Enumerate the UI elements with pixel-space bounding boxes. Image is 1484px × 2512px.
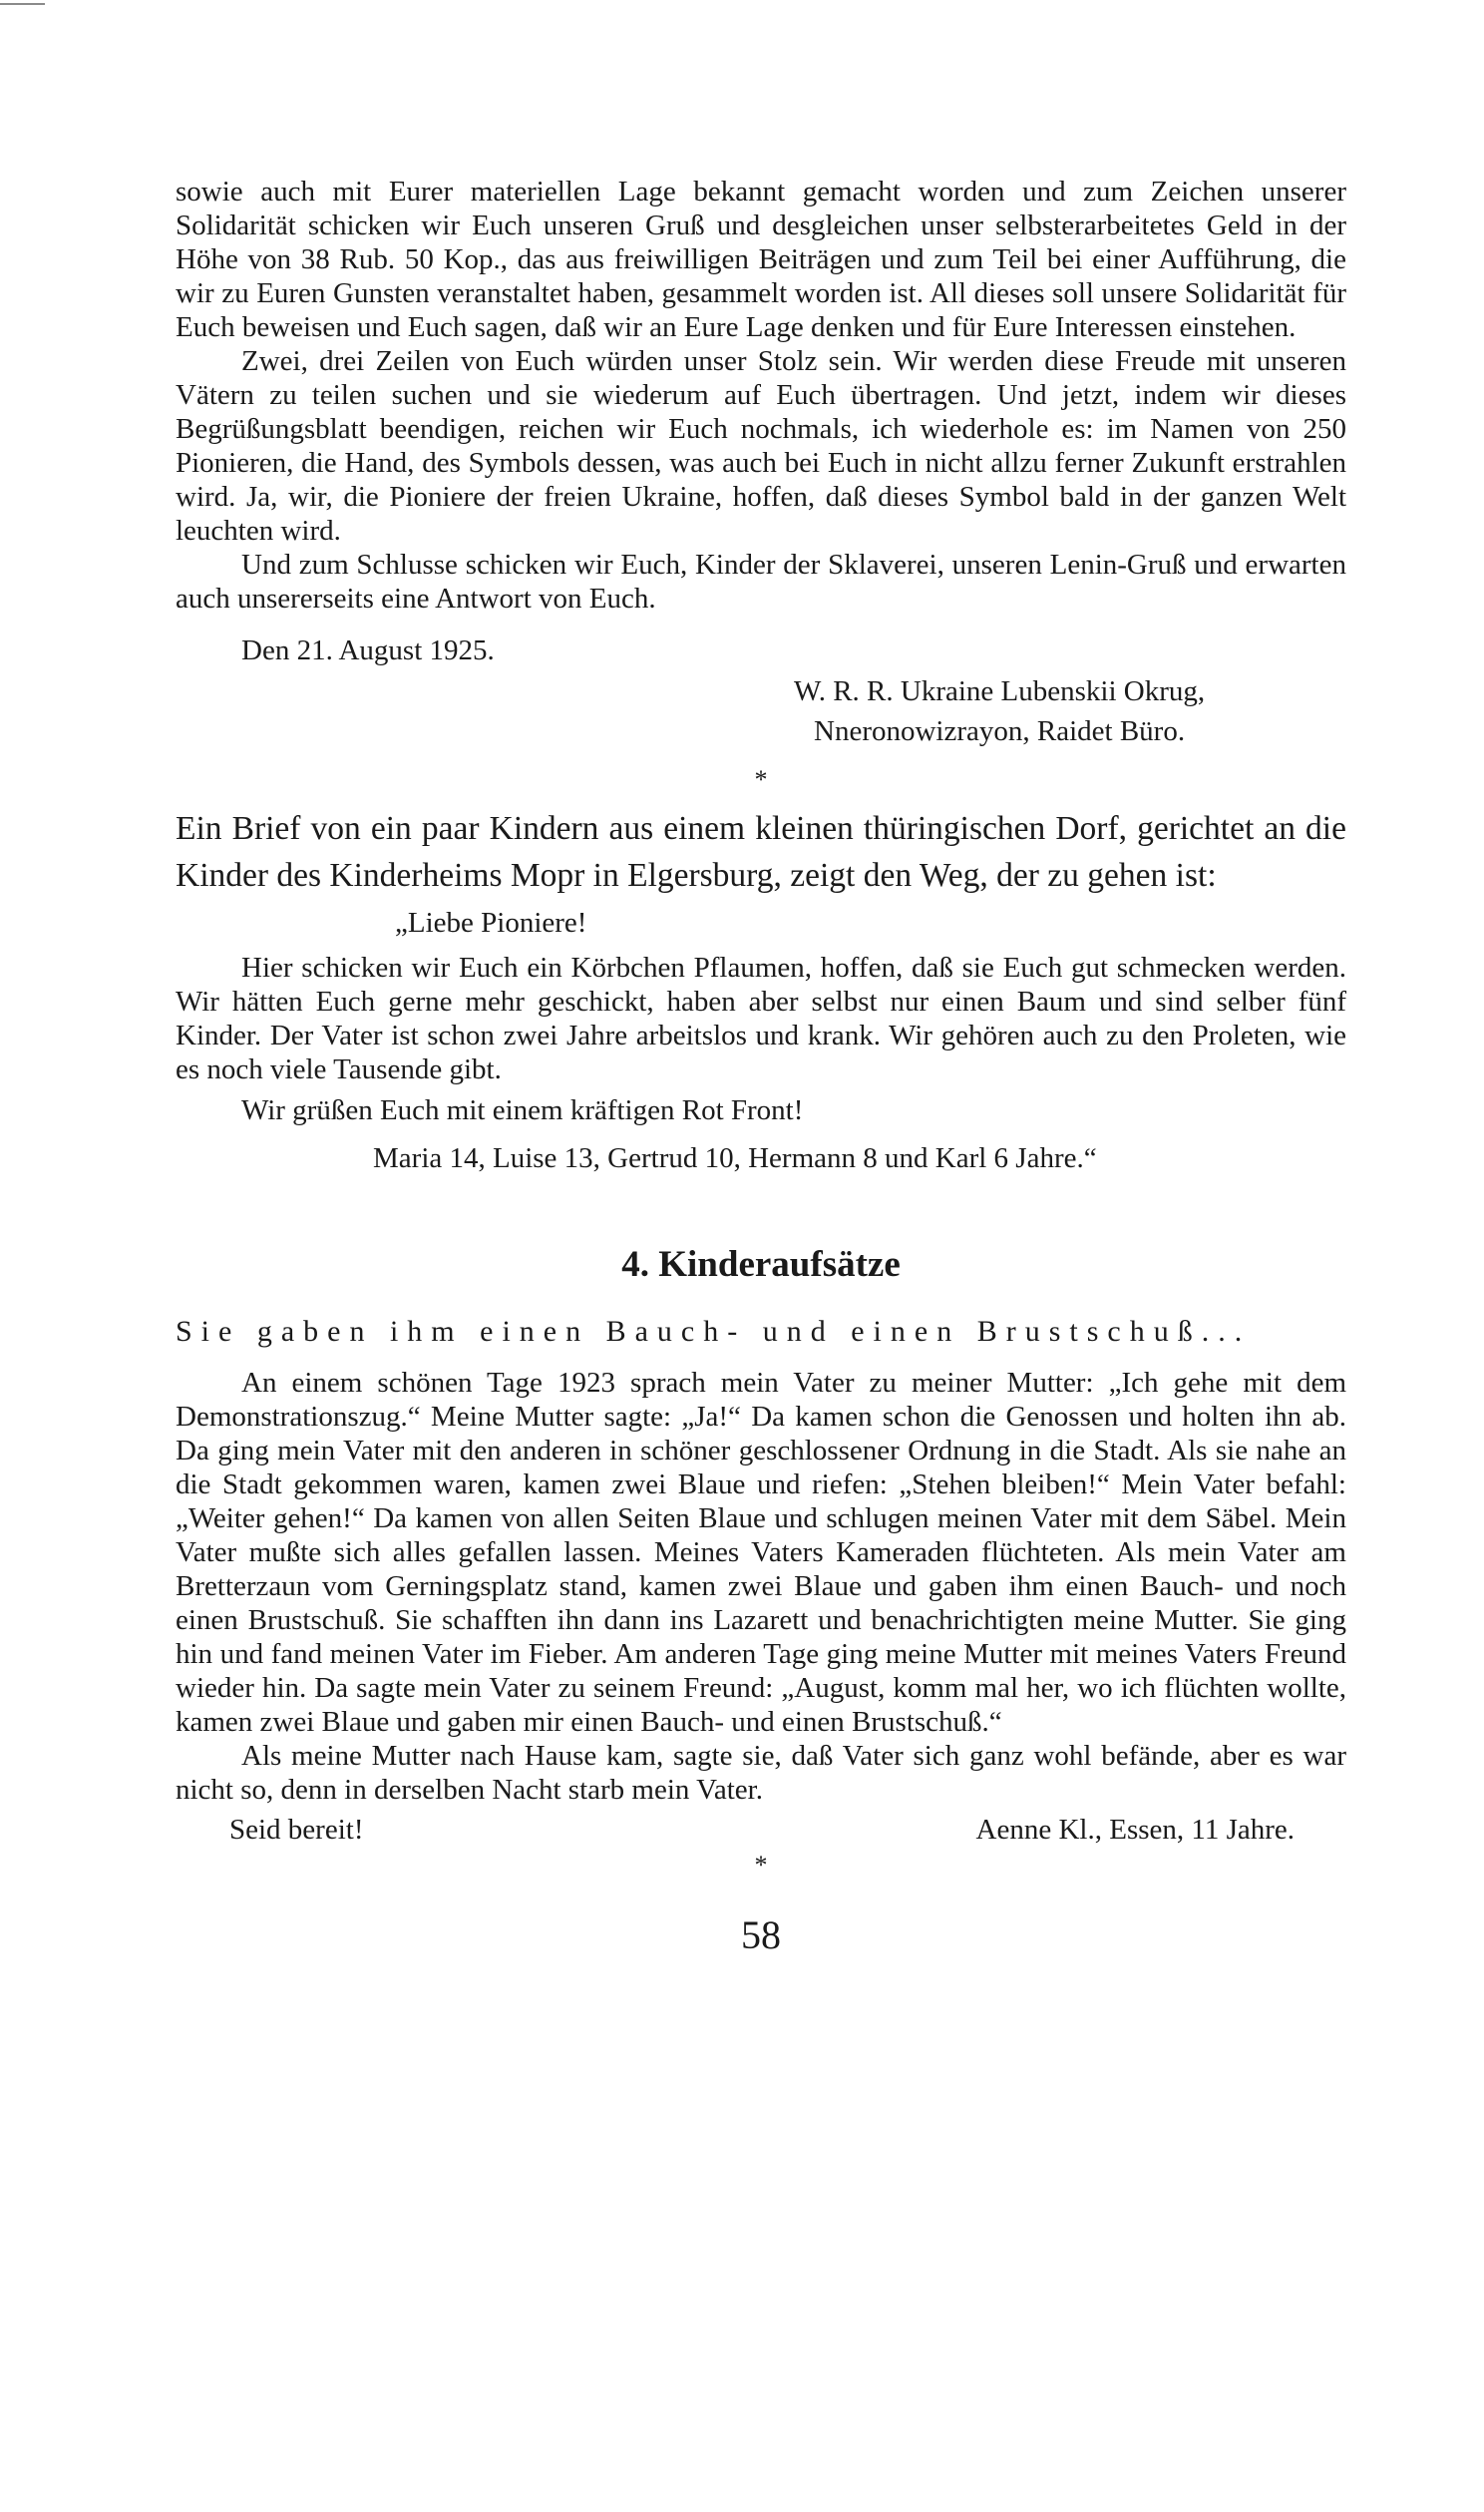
intro-paragraph: Ein Brief von ein paar Kindern aus einem kleinen thüringischen Dorf, gerichtet an die Kinder des Kinderheims Mopr in Elgersburg, zeigt den Weg, der zu gehen ist: [176,810,1346,894]
essay-closing-row [176,1813,1346,1847]
essay-author: Aenne Kl., Essen, 11 Jahre. [975,1814,1295,1846]
paragraph: Hier schicken wir Euch ein Körbchen Pflaumen, hoffen, daß sie Euch gut schmecken werden. Wir hätten Euch gerne mehr geschickt, haben aber selbst nur einen Baum und sind selber fünf Kinder. Der Vater ist schon zwei Jahre arbeitslos und krank. Wir gehören auch zu den Proleten, wie es noch viele Tausende gibt. [176,952,1346,1085]
letter-greeting: „Liebe Pioniere! [395,907,587,939]
paragraph: An einem schönen Tage 1923 sprach mein Vater zu meiner Mutter: „Ich gehe mit dem Demonstrationszug.“ Meine Mutter sagte: „Ja!“ Da kamen schon die Genossen und holten ihn ab. Da ging mein Vater mit den anderen in schöner geschlossener Ordnung in die Stadt. Als sie nahe an die Stadt gekommen waren, kamen zwei Blaue und riefen: „Stehen bleiben!“ Mein Vater befahl: „Weiter gehen!“ Da kamen von allen Seiten Blaue und schlugen meinen Vater mit dem Säbel. Mein Vater mußte sich alles gefallen lassen. Meines Vaters Kameraden flüchteten. Als mein Vater am Bretterzaun vom Gerningsplatz stand, kamen zwei Blaue und gaben ihm einen Bauch- und noch einen Brustschuß. Sie schafften ihn dann ins Lazarett und benachrichtigten meine Mutter. Sie ging hin und fand meinen Vater im Fieber. Am anderen Tage ging meine Mutter mit meines Vaters Freund wieder hin. Da sagte mein Vater zu seinem Freund: „August, komm mal her, wo ich flüchten wollte, kamen zwei Blaue und gaben mir einen Bauch- und einen Brustschuß.“ [176,1367,1346,1738]
top-rule [0,3,45,5]
letter-ukraine [176,175,1346,751]
paragraph: sowie auch mit Eurer materiellen Lage bekannt gemacht worden und zum Zeichen unserer Solidarität schicken wir Euch unseren Gruß und desgleichen unser selbsterarbeitetes Geld in der Höhe von 38 Rub. 50 Kop., das aus freiwilligen Beiträgen und zum Teil bei einer Aufführung, die wir zu Euren Gunsten veranstaltet haben, gesammelt worden ist. All dieses soll unsere Solidarität für Euch beweisen und Euch sagen, daß wir an Eure Lage denken und für Eure Interessen einstehen. [176,176,1346,343]
section-heading: 4. Kinderaufsätze [621,1244,901,1285]
essay-body [176,1366,1346,1847]
letter-thuringia [176,903,1346,1178]
letter-closing: Wir grüßen Euch mit einem kräftigen Rot Front! [241,1094,804,1126]
paragraph: Als meine Mutter nach Hause kam, sagte sie, daß Vater sich ganz wohl befände, aber es war nicht so, denn in derselben Nacht starb mein Vater. [176,1740,1346,1806]
book-page [176,175,1346,1960]
section-intro [176,805,1346,899]
signature-line: W. R. R. Ukraine Lubenskii Okrug, [794,675,1206,707]
letter-signature: Maria 14, Luise 13, Gertrud 10, Hermann 8 und Karl 6 Jahre.“ [373,1142,1097,1174]
essay-title: Sie gaben ihm einen Bauch- und einen Brustschuß... [176,1315,1252,1348]
separator-asterisk: * [754,1851,768,1880]
paragraph: Und zum Schlusse schicken wir Euch, Kinder der Sklaverei, unseren Lenin-Gruß und erwarten auch unsererseits eine Antwort von Euch. [176,549,1346,615]
paragraph: Zwei, drei Zeilen von Euch würden unser Stolz sein. Wir werden diese Freude mit unseren Vätern zu teilen suchen und sie wiederum auf Euch übertragen. Und jetzt, indem wir dieses Begrüßungsblatt beendigen, reichen wir Euch nochmals, ich wiederhole es: im Namen von 250 Pionieren, die Hand, des Symbols dessen, was auch bei Euch in nicht allzu ferner Zukunft erstrahlen wird. Ja, wir, die Pioniere der freien Ukraine, hoffen, daß dieses Symbol bald in der ganzen Welt leuchten wird. [176,345,1346,547]
separator-asterisk: * [754,765,768,794]
essay-closing: Seid bereit! [229,1814,364,1846]
signature-line: Nneronowizrayon, Raidet Büro. [814,715,1186,747]
letter-date: Den 21. August 1925. [241,634,495,666]
page-number: 58 [741,1912,781,1957]
